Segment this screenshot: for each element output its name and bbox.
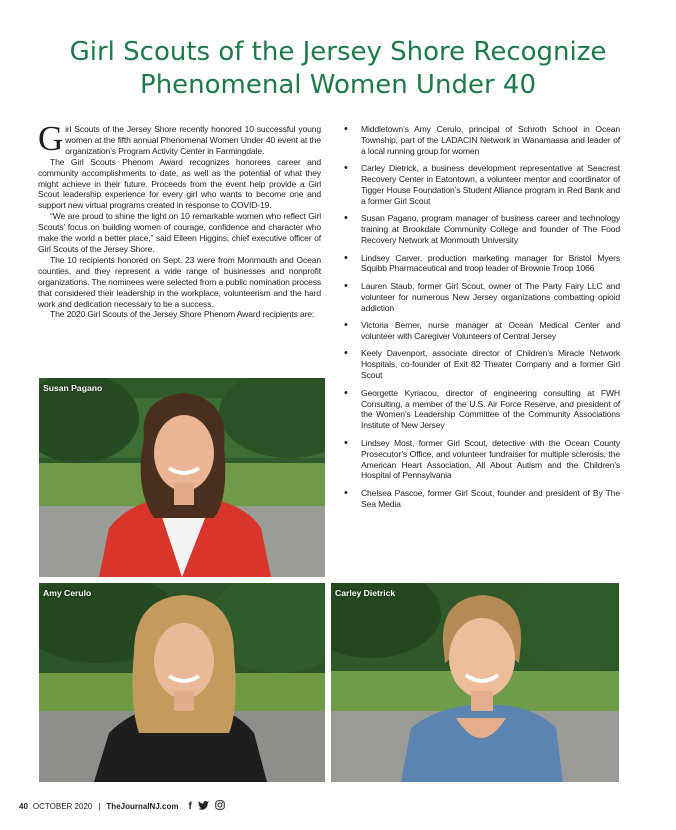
article-paragraph: The 2020 Girl Scouts of the Jersey Shore Phenom Award recipients are:	[50, 309, 315, 320]
list-item: • Lindsey Carver, production marketing manager for Bristol Myers Squibb Pharmaceutical and troop leader of Brownie Troop 1066	[341, 253, 620, 275]
photo-caption: Carley Dietrick	[335, 588, 396, 598]
list-item: • Georgette Kyriacou, director of engineering consulting at FWH Consulting, a member of the U.S. Air Force Reserve, and president of the Women’s Leadership Committee of the Community Associations Institute of New Jersey	[341, 388, 620, 432]
article-body	[38, 119, 321, 320]
photo-carley-dietrick	[331, 583, 619, 782]
issue-date: OCTOBER 2020	[32, 802, 93, 811]
article-paragraph: Girl Scouts of the Jersey Shore recently honored 10 successful young women at the fifth annual Phenomenal Women Under 40 event at the organization’s Program Activity Center in Farmingdale.	[38, 119, 321, 158]
website-link[interactable]: TheJournalNJ.com	[106, 802, 179, 811]
list-item: • Victoria Berner, nurse manager at Ocean Medical Center and volunteer with Caregiver Volunteers of Central Jersey	[341, 320, 620, 342]
portrait-image	[39, 583, 325, 782]
photo-caption: Susan Pagano	[43, 383, 103, 393]
list-item: • Lauren Staub, former Girl Scout, owner of The Party Fairy LLC and volunteer for numerous New Jersey organizations combatting opioid addiction	[341, 281, 620, 314]
article-paragraph: “We are proud to shine the light on 10 remarkable women who reflect Girl Scouts’ focus on building women of courage, confidence and character who make the world a better place,” said Eileen Higgins, chief executive officer of Girl Scouts of the Jersey Shore.	[38, 211, 321, 254]
list-item: • Lindsey Most, former Girl Scout, detective with the Ocean County Prosecutor’s Office, and volunteer fundraiser for multiple sclerosis, the American Heart Association, All About Autism and the Children’s Hospital of Pennsylvania	[341, 438, 620, 482]
drop-cap: G	[38, 119, 64, 158]
instagram-icon[interactable]	[215, 800, 225, 813]
list-item: • Chelsea Pascoe, former Girl Scout, founder and president of By The Sea Media	[341, 488, 620, 510]
list-item: • Keely Davenport, associate director of Children’s Miracle Network Hospitals, co-founder of Exit 82 Theater Company and a former Girl Scout	[341, 348, 620, 381]
list-item: • Middletown’s Amy Cerulo, principal of Schroth School in Ocean Township, part of the LADACIN Network in Wanamassa and leader of a local running group for women	[341, 124, 620, 157]
photo-amy-cerulo	[39, 583, 325, 782]
headline: Girl Scouts of the Jersey Shore Recognize Phenomenal Women Under 40	[69, 37, 607, 100]
article-paragraph: The 10 recipients honored on Sept. 23 were from Monmouth and Ocean counties, and they represent a wide range of businesses and nonprofit organizations. The nominees were selected from a public nomination process that considered their leadership in the workplace, volunteerism and the hard work and dedication necessary to be a success.	[38, 254, 321, 309]
recipients-list-column	[341, 124, 620, 516]
portrait-image	[331, 583, 619, 782]
facebook-icon[interactable]: f	[188, 800, 192, 812]
article-paragraph: The Girl Scouts Phenom Award recognizes honorees career and community accomplishments to date, as well as the potential of what they might achieve in their future. Proceeds from the event help provide a Girl Scout leadership experience for every girl who wants to become one and support new virtual programs created in response to COVID-19.	[38, 156, 321, 211]
list-item: • Carley Dietrick, a business development representative at Seacrest Recovery Center in Eatontown, a volunteer mentor and coordinator of Tigger House Foundation’s Student Alliance program in Red Bank and a former Girl Scout	[341, 163, 620, 207]
page-footer	[19, 800, 231, 813]
divider: |	[98, 802, 101, 811]
photo-susan-pagano	[39, 378, 325, 577]
portrait-image	[39, 378, 325, 577]
page-number: 40	[19, 802, 28, 811]
list-item: • Susan Pagano, program manager of business career and technology training at Brookdale Community College and founder of The Food Recovery Network at Monmouth University	[341, 213, 620, 246]
photo-caption: Amy Cerulo	[43, 588, 92, 598]
twitter-icon[interactable]	[198, 801, 209, 813]
recipients-list	[341, 124, 620, 510]
